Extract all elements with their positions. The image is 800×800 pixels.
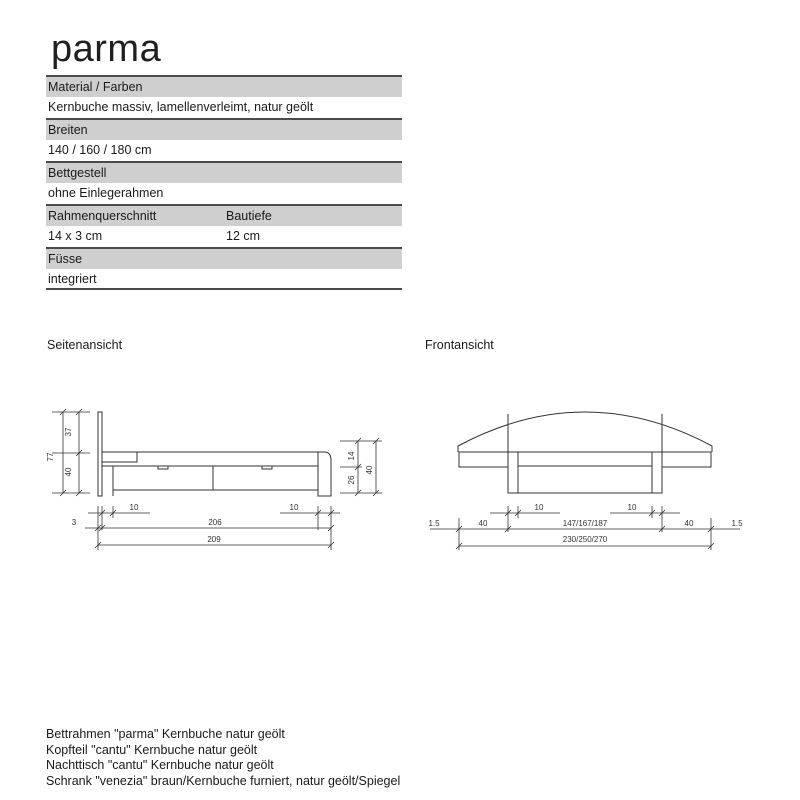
- front-headboard-arch: [458, 412, 712, 452]
- dim-77: 77: [46, 452, 55, 462]
- front-dim-40-right: 40: [684, 519, 694, 528]
- bautiefe-value: 12 cm: [226, 228, 261, 243]
- breiten-label: Breiten: [46, 118, 402, 140]
- bettgestell-label: Bettgestell: [46, 161, 402, 183]
- fuesse-label: Füsse: [46, 247, 402, 269]
- breiten-value: 140 / 160 / 180 cm: [46, 140, 402, 162]
- dim-206: 206: [208, 518, 222, 527]
- side-footboard: [318, 452, 331, 496]
- footer-line-2: Kopfteil "cantu" Kernbuche natur geölt: [46, 742, 258, 757]
- front-dim-1-5-left: 1.5: [428, 519, 440, 528]
- dim-40-right: 40: [365, 465, 374, 475]
- dim-209: 209: [207, 535, 221, 544]
- fuesse-value: integriert: [46, 269, 402, 291]
- side-view-label: Seitenansicht: [47, 338, 123, 352]
- front-view-label: Frontansicht: [425, 338, 494, 352]
- product-title: parma: [51, 28, 162, 70]
- front-nightstand-left: [459, 452, 508, 467]
- front-dim-1-5-right: 1.5: [731, 519, 743, 528]
- rahmen-value: 14 x 3 cm: [48, 228, 103, 243]
- footer-line-1: Bettrahmen "parma" Kernbuche natur geölt: [46, 727, 285, 741]
- front-dim-40-left: 40: [478, 519, 488, 528]
- dim-40: 40: [64, 467, 73, 477]
- front-dim-width: 147/167/187: [562, 519, 608, 528]
- footer-line-3: Nachttisch "cantu" Kernbuche natur geölt: [46, 758, 274, 772]
- side-dims-right: [340, 438, 382, 496]
- side-view-drawing: [98, 412, 331, 496]
- side-headboard: [98, 412, 102, 496]
- material-value: Kernbuche massiv, lamellenverleimt, natur geölt: [46, 97, 402, 119]
- bettgestell-value: ohne Einlegerahmen: [46, 183, 402, 205]
- material-label: Material / Farben: [46, 75, 402, 97]
- front-dim-total: 230/250/270: [562, 535, 608, 544]
- dim-10-left: 10: [129, 503, 139, 512]
- dim-3: 3: [71, 518, 77, 527]
- dim-26: 26: [347, 475, 356, 485]
- bautiefe-label: Bautiefe: [226, 209, 272, 223]
- front-dim-10-left: 10: [534, 503, 544, 512]
- footer-product-list: [46, 727, 400, 789]
- side-dims-left: [52, 409, 90, 496]
- dim-37: 37: [64, 427, 73, 437]
- footer-line-4: Schrank "venezia" braun/Kernbuche furniert, natur geölt/Spiegel: [46, 773, 401, 788]
- front-nightstand-right: [662, 452, 711, 467]
- front-bed-frame: [508, 452, 662, 493]
- front-view-drawing: [458, 412, 712, 493]
- dim-10-right: 10: [289, 503, 299, 512]
- front-dim-10-right: 10: [627, 503, 637, 512]
- dim-14: 14: [347, 451, 356, 461]
- rahmen-label: Rahmenquerschnitt: [48, 209, 157, 223]
